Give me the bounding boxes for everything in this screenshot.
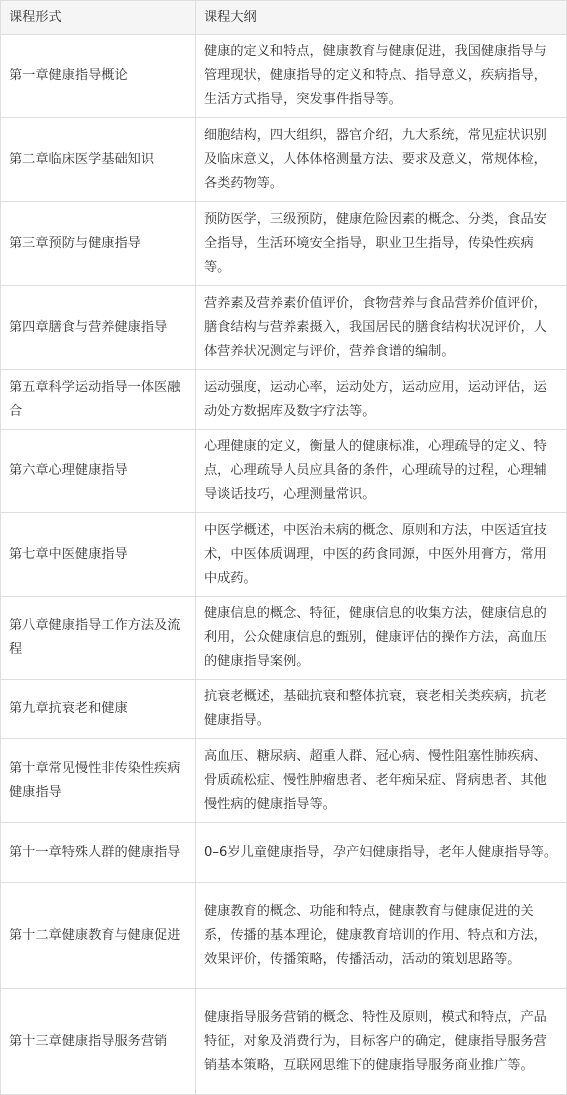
- outline-cell: 细胞结构，四大组织，器官介绍，九大系统，常见症状识别及临床意义，人体体格测量方法、要求及意义，常规体检，各类药物等。: [196, 118, 567, 202]
- table-row: [1, 989, 567, 1095]
- outline-cell: 0–6岁儿童健康指导，孕产妇健康指导，老年人健康指导等。: [196, 823, 567, 883]
- table-row: [1, 286, 567, 370]
- chapter-cell: 第五章科学运动指导一体医融合: [1, 370, 196, 430]
- outline-cell: 健康指导服务营销的概念、特性及原则，模式和特点，产品特征，对象及消费行为，目标客户的确定，健康指导服务营销基本策略，互联网思维下的健康指导服务商业推广等。: [196, 989, 567, 1095]
- chapter-cell: 第六章心理健康指导: [1, 430, 196, 513]
- table-row: [1, 597, 567, 680]
- outline-cell: 预防医学，三级预防，健康危险因素的概念、分类，食品安全指导，生活环境安全指导，职业卫生指导，传染性疾病等。: [196, 202, 567, 286]
- outline-cell: 运动强度，运动心率，运动处方，运动应用，运动评估，运动处方数据库及数字疗法等。: [196, 370, 567, 430]
- chapter-cell: 第三章预防与健康指导: [1, 202, 196, 286]
- chapter-cell: 第一章健康指导概论: [1, 35, 196, 118]
- outline-cell: 健康信息的概念、特征，健康信息的收集方法，健康信息的利用，公众健康信息的甄别，健康评估的操作方法，高血压的健康指导案例。: [196, 597, 567, 680]
- chapter-cell: 第八章健康指导工作方法及流程: [1, 597, 196, 680]
- chapter-cell: 第二章临床医学基础知识: [1, 118, 196, 202]
- table-row: [1, 202, 567, 286]
- chapter-cell: 第九章抗衰老和健康: [1, 680, 196, 739]
- outline-cell: 营养素及营养素价值评价，食物营养与食品营养价值评价，膳食结构与营养素摄入，我国居民的膳食结构状况评价，人体营养状况测定与评价，营养食谱的编制。: [196, 286, 567, 370]
- table-row: [1, 118, 567, 202]
- table-row: [1, 513, 567, 597]
- chapter-cell: 第十二章健康教育与健康促进: [1, 883, 196, 989]
- outline-cell: 中医学概述，中医治未病的概念、原则和方法，中医适宜技术，中医体质调理，中医的药食同源，中医外用膏方，常用中成药。: [196, 513, 567, 597]
- outline-cell: 心理健康的定义，衡量人的健康标准，心理疏导的定义、特点，心理疏导人员应具备的条件，心理疏导的过程，心理辅导谈话技巧，心理测量常识。: [196, 430, 567, 513]
- header-course-form: 课程形式: [1, 1, 196, 35]
- table-row: [1, 35, 567, 118]
- table-row: [1, 430, 567, 513]
- table-header-row: [1, 1, 567, 35]
- table-row: [1, 883, 567, 989]
- chapter-cell: 第十一章特殊人群的健康指导: [1, 823, 196, 883]
- table-row: [1, 823, 567, 883]
- chapter-cell: 第四章膳食与营养健康指导: [1, 286, 196, 370]
- outline-cell: 高血压、糖尿病、超重人群、冠心病、慢性阻塞性肺疾病、骨质疏松症、慢性肿瘤患者、老年痴呆症、肾病患者、其他慢性病的健康指导等。: [196, 739, 567, 823]
- chapter-cell: 第七章中医健康指导: [1, 513, 196, 597]
- table-row: [1, 370, 567, 430]
- chapter-cell: 第十章常见慢性非传染性疾病健康指导: [1, 739, 196, 823]
- outline-cell: 抗衰老概述，基础抗衰和整体抗衰，衰老相关类疾病，抗老健康指导。: [196, 680, 567, 739]
- chapter-cell: 第十三章健康指导服务营销: [1, 989, 196, 1095]
- outline-cell: 健康的定义和特点，健康教育与健康促进，我国健康指导与管理现状，健康指导的定义和特点、指导意义，疾病指导，生活方式指导，突发事件指导等。: [196, 35, 567, 118]
- table-row: [1, 739, 567, 823]
- outline-cell: 健康教育的概念、功能和特点，健康教育与健康促进的关系，传播的基本理论，健康教育培训的作用、特点和方法，效果评价，传播策略，传播活动，活动的策划思路等。: [196, 883, 567, 989]
- table-row: [1, 680, 567, 739]
- header-course-outline: 课程大纲: [196, 1, 567, 35]
